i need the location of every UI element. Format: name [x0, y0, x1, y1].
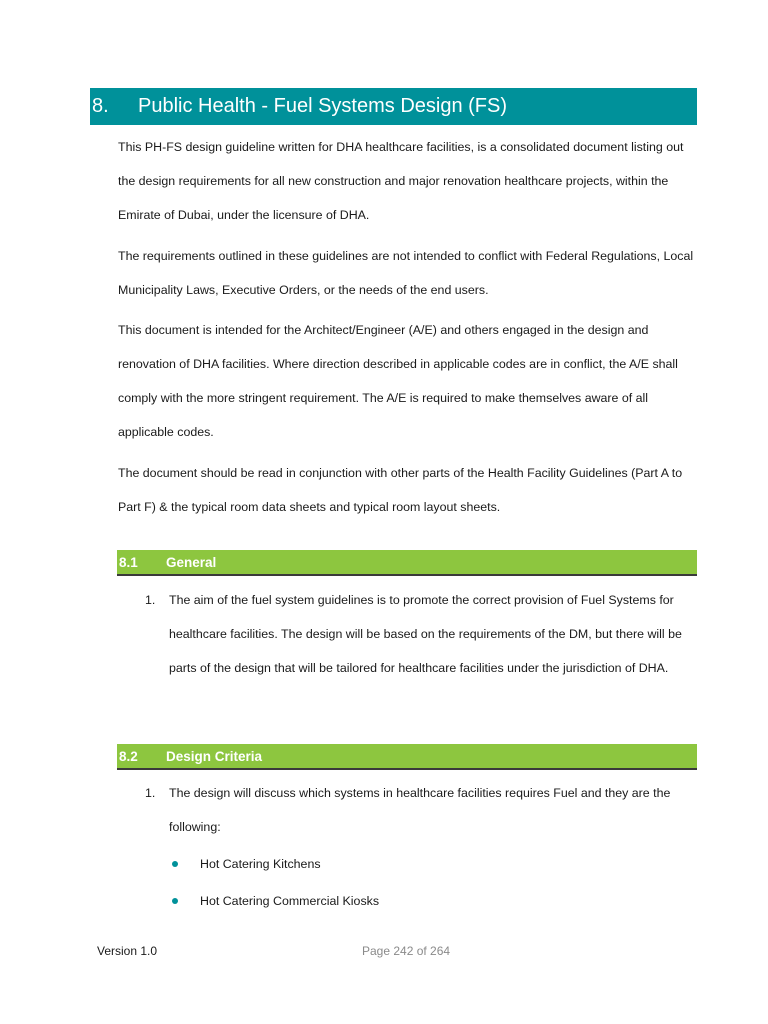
footer-page-number: Page 242 of 264 — [362, 944, 451, 958]
chapter-title: Public Health - Fuel Systems Design (FS) — [138, 95, 508, 117]
intro-paragraph-2: The requirements outlined in these guidelines are not intended to conflict with Federal Regulations, Local Municipality Laws, Executive Orders, or the needs of the end users. — [118, 249, 694, 297]
intro-paragraph-3: This document is intended for the Architect/Engineer (A/E) and others engaged in the design and renovation of DHA facilities. Where direction described in applicable codes are in conflict, the A/E shall comply with the more stringent requirement. The A/E is required to make themselves aware of all applicable codes. — [118, 323, 678, 439]
bullet-icon — [172, 898, 178, 904]
bullet-text: Hot Catering Kitchens — [200, 857, 321, 871]
intro-paragraph-4: The document should be read in conjunction with other parts of the Health Facility Guidelines (Part A to Part F) & the typical room data sheets and typical room layout sheets. — [118, 466, 683, 514]
item-number: 1. — [145, 593, 156, 607]
numbered-item — [145, 583, 697, 685]
section-title: Design Criteria — [166, 748, 263, 764]
section-heading-general — [117, 550, 697, 576]
footer-version: Version 1.0 — [97, 944, 158, 958]
section-title: General — [166, 554, 217, 570]
bullet-icon — [172, 861, 178, 867]
bullet-item — [172, 891, 672, 911]
chapter-heading — [90, 88, 697, 125]
numbered-item — [145, 776, 697, 844]
section-number: 8.1 — [119, 554, 138, 570]
bullet-text: Hot Catering Commercial Kiosks — [200, 894, 380, 908]
section-heading-design-criteria — [117, 744, 697, 770]
item-number: 1. — [145, 786, 156, 800]
chapter-number: 8. — [92, 95, 109, 117]
item-text: The design will discuss which systems in healthcare facilities requires Fuel and they are the following: — [169, 786, 671, 834]
item-text: The aim of the fuel system guidelines is to promote the correct provision of Fuel Systems for healthcare facilities. The design will be based on the requirements of the DM, but there will be parts of the design that will be tailored for healthcare facilities under the jurisdiction of DHA. — [169, 593, 682, 675]
bullet-item — [172, 854, 672, 874]
intro-paragraph-1: This PH-FS design guideline written for DHA healthcare facilities, is a consolidated document listing out the design requirements for all new construction and major renovation healthcare projects, within the Emirate of Dubai, under the licensure of DHA. — [118, 140, 684, 222]
section-number: 8.2 — [119, 748, 138, 764]
